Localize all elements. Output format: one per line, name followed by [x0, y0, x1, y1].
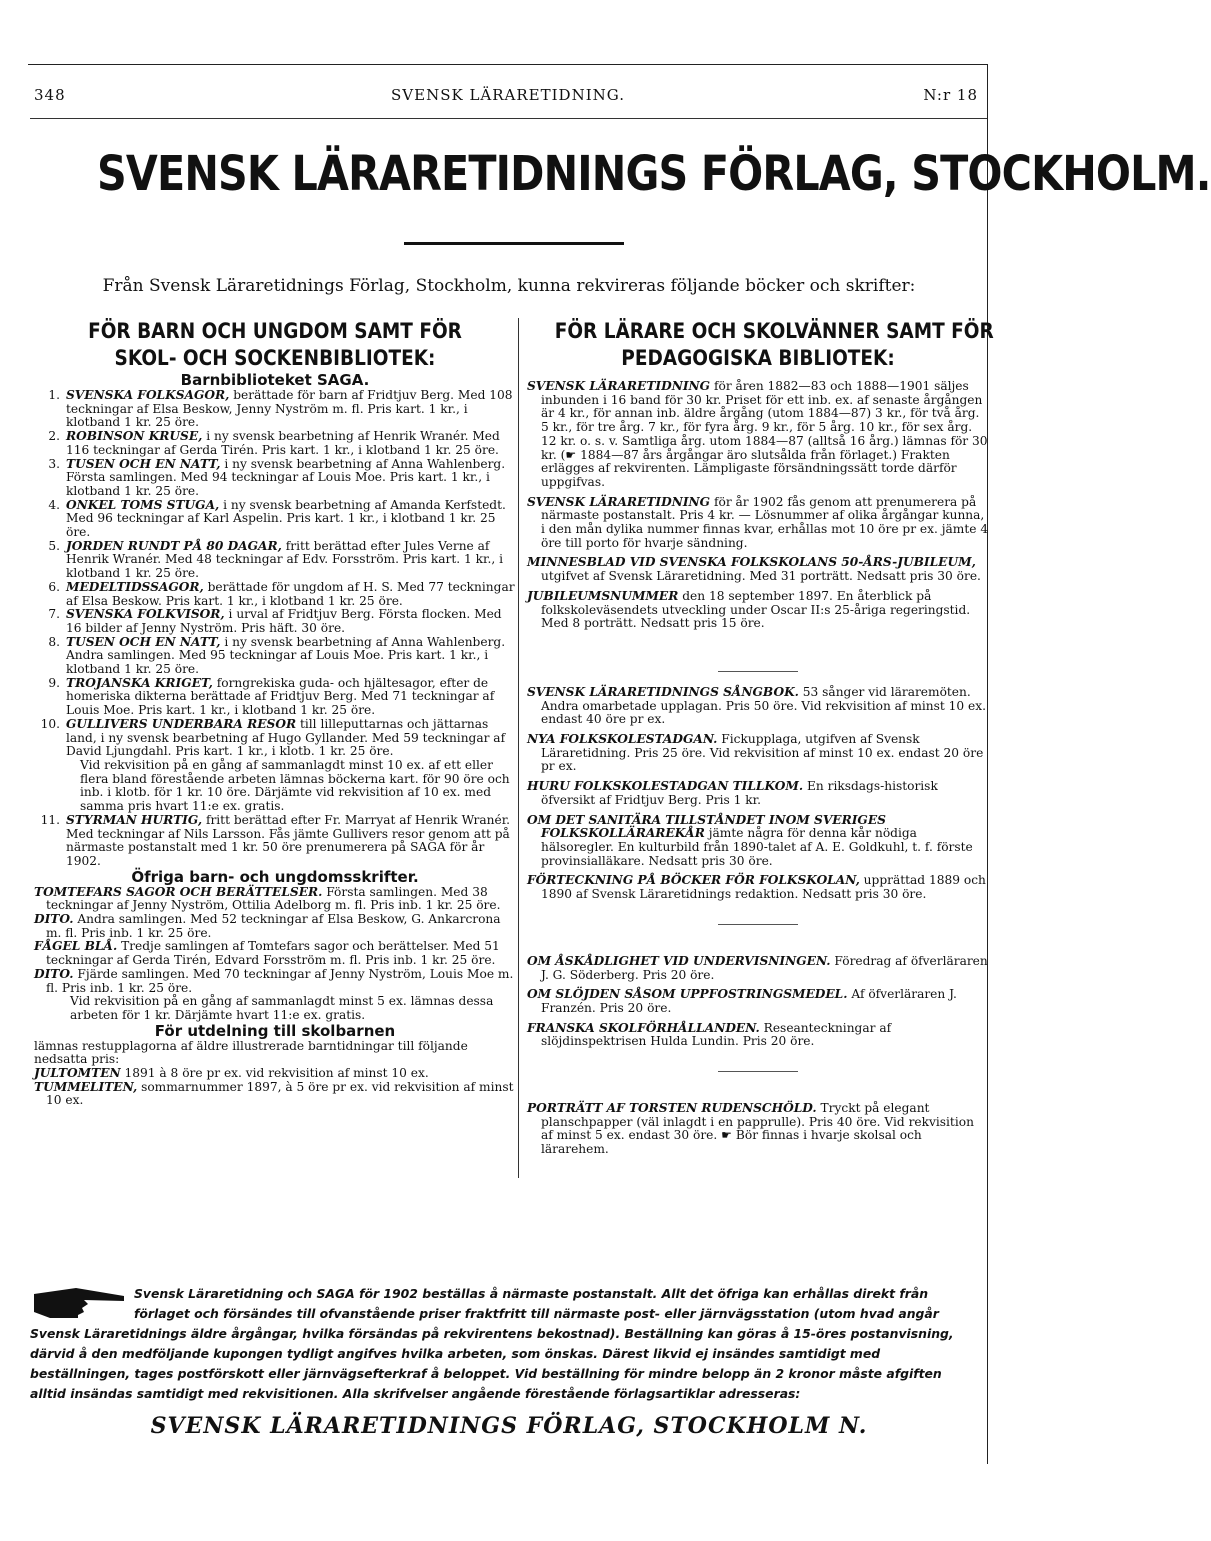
entry-text: i ny svensk bearbetning af Anna Wahlenberg. Andra samlingen. Med 95 teckningar af Louis Moe. Pris kart. 1 kr., i klotband 1 kr. 25 öre.	[66, 634, 506, 677]
left-heading-2: SKOL- OCH SOCKENBIBLIOTEK:	[114, 346, 436, 370]
distribution-text: lämnas restupplagorna af äldre illustrerade barntidningar till följande nedsatta pris:	[34, 1038, 468, 1067]
separator	[718, 1071, 798, 1072]
separator	[718, 671, 798, 672]
list-item	[34, 913, 516, 940]
entry-text: berättade för barn af Fridtjuv Berg. Med 108 teckningar af Elsa Beskow, Jenny Nyström m. fl. Pris kart. 1 kr., i klotband 1 kr. 25 öre.	[66, 388, 513, 430]
right-entries-b	[527, 686, 989, 902]
journal-name: SVENSK LÄRARETIDNING.	[391, 86, 625, 104]
distribution-list	[34, 1067, 516, 1108]
ordering-notice: Svensk Läraretidning och SAGA för 1902 beställas å närmaste postanstalt. Allt det öfriga kan erhållas direkt från förlaget och försändes till ofvanstående priser fraktfritt till närmaste post- eller järnvägsstation (utom hvad angår Svensk Läraretidnings äldre årgångar, hvilka försändas på rekvirentens bekostnad). Beställning kan göras å 15-öres postanvisning, därvid å den medföljande kupongen tydligt angifves hvilka arbeten, som önskas. Därest likvid ej insändes samtidigt med beställningen, tages postförskott eller järnvägsefterkraf å beloppet. Vid beställning för mindre belopp än 2 kronor måste afgiften alltid insändas samtidigt med rekvisitionen. Alla skrifvelser angående förestående förlagsartiklar adresseras:	[30, 1286, 954, 1401]
right-entries-a	[527, 380, 989, 631]
page-number: 348	[34, 86, 66, 104]
entry-text: 53 sånger vid läraremöten. Andra omarbetade upplagan. Pris 50 öre. Vid rekvisition af minst 10 ex. endast 40 öre pr ex.	[541, 684, 987, 727]
intro-text: Från Svensk Läraretidnings Förlag, Stockholm, kunna rekvireras följande böcker och skrifter:	[102, 276, 916, 296]
entry-title: SVENSKA FOLKVISOR,	[66, 607, 225, 622]
item-number: 5.	[48, 538, 60, 553]
list-item	[34, 540, 516, 581]
right-column	[527, 318, 994, 1163]
list-item	[34, 389, 516, 430]
distribution-subheading: För utdelning till skolbarnen	[154, 1021, 396, 1040]
left-heading-1: FÖR BARN OCH UNGDOM SAMT FÖR	[88, 319, 462, 343]
entry-title: SVENSK LÄRARETIDNINGS SÅNGBOK.	[527, 684, 799, 699]
entry-title: FÅGEL BLÅ.	[34, 939, 118, 954]
entry-title: PORTRÄTT AF TORSTEN RUDENSCHÖLD.	[527, 1101, 817, 1116]
entry-text: Föredrag af öfverläraren J. G. Söderberg. Pris 20 öre.	[541, 953, 988, 982]
entry-title: OM SLÖJDEN SÅSOM UPPFOSTRINGSMEDEL.	[527, 987, 848, 1002]
list-item	[34, 581, 516, 608]
list-item	[34, 886, 516, 913]
column-divider	[518, 318, 519, 1178]
list-item	[527, 496, 989, 551]
item-number: 2.	[48, 429, 60, 444]
list-item	[34, 430, 516, 457]
entry-text: En riksdags-historisk öfversikt af Fridtjuv Berg. Pris 1 kr.	[541, 779, 938, 807]
right-entries-c	[527, 955, 989, 1049]
list-item	[34, 940, 516, 967]
list-item	[527, 590, 989, 631]
list-item	[527, 780, 989, 807]
list-item	[527, 1022, 989, 1049]
list-item	[527, 380, 989, 490]
entry-title: ROBINSON KRUSE,	[66, 429, 203, 444]
entry-title: OM ÅSKÅDLIGHET VID UNDERVISNINGEN.	[527, 953, 831, 968]
item-number: 6.	[48, 579, 60, 594]
list-item	[527, 733, 989, 774]
entry-text: Af öfverläraren J. Franzén. Pris 20 öre.	[541, 987, 957, 1015]
entry-title: SVENSKA FOLKSAGOR,	[66, 388, 230, 402]
separator	[718, 924, 798, 925]
footer-address: SVENSK LÄRARETIDNINGS FÖRLAG, STOCKHOLM N.	[150, 1413, 868, 1439]
entry-text: den 18 september 1897. En återblick på folkskoleväsendets utveckling under Oscar II:s 25-åriga regeringstid. Med 8 porträtt. Nedsatt pris 15 öre.	[541, 588, 971, 631]
item-number: 10.	[40, 716, 60, 731]
entry-text: utgifvet af Svensk Läraretidning. Med 31 porträtt. Nedsatt pris 30 öre.	[541, 569, 981, 584]
entry-text: Reseanteckningar af slöjdinspektrisen Hulda Lundin. Pris 20 öre.	[541, 1020, 892, 1049]
note-others: Vid rekvisition på en gång af sammanlagdt minst 5 ex. lämnas dessa arbeten för 1 kr. Därjämte hvart 11:e ex. gratis.	[70, 994, 494, 1022]
entry-title: JUBILEUMSNUMMER	[527, 588, 679, 603]
page-title: SVENSK LÄRARETIDNINGS FÖRLAG, STOCKHOLM.	[97, 146, 1211, 202]
entry-title: GULLIVERS UNDERBARA RESOR	[66, 716, 297, 731]
entry-title: DITO.	[34, 966, 74, 981]
list-item	[527, 1102, 989, 1157]
entry-title: SVENSK LÄRARETIDNING	[527, 494, 711, 509]
entry-title: OM DET SANITÄRA TILLSTÅNDET INOM SVERIGES FOLKSKOLLÄRAREKÅR	[527, 812, 886, 841]
entry-text: sommarnummer 1897, à 5 öre pr ex. vid rekvisition af minst 10 ex.	[46, 1079, 514, 1108]
list-item	[34, 636, 516, 677]
entry-title: HURU FOLKSKOLESTADGAN TILLKOM.	[527, 779, 804, 794]
list-item	[527, 988, 989, 1015]
list-item	[34, 718, 516, 759]
entry-text: upprättad 1889 och 1890 af Svensk Läraretidnings redaktion. Nedsatt pris 30 öre.	[541, 873, 986, 902]
list-item	[34, 458, 516, 499]
entry-text: 1891 à 8 öre pr ex. vid rekvisition af minst 10 ex.	[120, 1066, 429, 1081]
entry-text: för åren 1882—83 och 1888—1901 säljes inbunden i 16 band för 30 kr. Priset för ett inb. ex. af senaste årgången är 4 kr., för annan inb. äldre årgång (utom 1884—87) 3 kr., för två årg. 5 kr., för tre årg. 7 kr., för fyra årg. 9 kr., för 5 årg. 10 kr., för sex årg. 12 kr. o. s. v. Samtliga årg. utom 1884—87 (alltså 16 årg.) lämnas för 30 kr. (☛ 1884—87 års årgångar äro slutsålda från förlaget.) Frakten erlägges af rekvirenten. Lämpligaste försändningssätt torde därför uppgifvas.	[541, 379, 988, 489]
list-item	[34, 499, 516, 540]
entry-text: Tryckt på elegant planschpapper (väl inlagdt i en papprulle). Pris 40 öre. Vid rekvisition af minst 5 ex. endast 30 öre. ☛ Bör finnas i hvarje skolsal och lärarehem.	[541, 1101, 974, 1157]
item-number: 3.	[48, 456, 60, 471]
item-number: 1.	[48, 388, 60, 402]
saga-list	[34, 389, 516, 759]
entry-text: i ny svensk bearbetning af Amanda Kerfstedt. Med 96 teckningar af Karl Aspelin. Pris kart. 1 kr., i klotband 1 kr. 25 öre.	[66, 497, 506, 540]
list-item	[527, 686, 989, 727]
left-column	[34, 318, 516, 1108]
entry-text: i urval af Fridtjuv Berg. Första flocken. Med 16 bilder af Jenny Nyström. Pris häft. 30 öre.	[66, 607, 502, 635]
entry-text: för år 1902 fås genom att prenumerera på närmaste postanstalt. Pris 4 kr. — Lösnummer af olika årgångar kunna, i den mån dylika nummer finnas kvar, erhållas mot 10 öre pr ex. jämte 4 öre till porto för hvarje sändning.	[541, 494, 989, 550]
title-rule	[404, 242, 624, 245]
entry-text: Fickupplaga, utgifven af Svensk Läraretidning. Pris 25 öre. Vid rekvisition af minst 10 ex. endast 20 öre pr ex.	[541, 732, 984, 774]
top-border	[28, 64, 988, 65]
entry-title: TROJANSKA KRIGET,	[66, 675, 213, 690]
entry-title: MINNESBLAD VID SVENSKA FOLKSKOLANS 50-ÅRS-JUBILEUM,	[527, 555, 976, 570]
list-item	[527, 814, 989, 869]
pointing-hand-icon	[32, 1284, 128, 1322]
entry-text: Tredje samlingen af Tomtefars sagor och berättelser. Med 51 teckningar af Gerda Tirén, Edvard Forsström m. fl. Pris inb. 1 kr. 25 öre.	[46, 939, 500, 968]
entry-text: Första samlingen. Med 38 teckningar af Jenny Nyström, Ottilia Adelborg m. fl. Pris inb. 1 kr. 25 öre.	[46, 884, 501, 913]
others-subheading: Öfriga barn- och ungdomsskrifter.	[131, 867, 419, 886]
entry-text: i ny svensk bearbetning af Anna Wahlenberg. Första samlingen. Med 94 teckningar af Louis Moe. Pris kart. 1 kr., i klotband 1 kr. 25 öre.	[66, 456, 506, 498]
entry-title: TUSEN OCH EN NATT,	[66, 634, 221, 649]
entry-title: FRANSKA SKOLFÖRHÅLLANDEN.	[527, 1020, 760, 1035]
issue-number: N:r 18	[923, 86, 978, 104]
item-number: 4.	[48, 497, 60, 512]
list-item	[34, 1067, 516, 1081]
entry-title: FÖRTECKNING PÅ BÖCKER FÖR FOLKSKOLAN,	[527, 873, 860, 888]
list-item	[34, 1081, 516, 1108]
entry-text: jämte några för denna kår nödiga hälsoregler. En kulturbild från 1890-talet af A. E. Goldkuhl, t. f. förste provinsialläkare. Nedsatt pris 30 öre.	[541, 826, 973, 868]
header-rule	[30, 118, 987, 119]
others-list	[34, 886, 516, 996]
entry-title: DITO.	[34, 912, 74, 927]
item-number: 8.	[48, 634, 60, 649]
right-heading-1: FÖR LÄRARE OCH SKOLVÄNNER SAMT FÖR	[554, 319, 994, 343]
saga-subheading: Barnbiblioteket SAGA.	[180, 371, 370, 389]
entry-title: JULTOMTEN	[34, 1066, 121, 1081]
entry-title: JORDEN RUNDT PÅ 80 DAGAR,	[66, 538, 282, 553]
list-item: 11. STYRMAN HURTIG, fritt berättad efter Fr. Marryat af Henrik Wranér. Med teckningar af Nils Larsson. Fås jämte Gullivers resor genom att på närmaste postanstalt med 1 kr. 50 öre prenumerera på SAGA för år 1902.	[40, 812, 511, 868]
right-entries-d	[527, 1102, 989, 1157]
entry-text: Andra samlingen. Med 52 teckningar af Elsa Beskow, G. Ankarcrona m. fl. Pris inb. 1 kr. 25 öre.	[46, 912, 501, 940]
list-item	[34, 608, 516, 635]
entry-title: NYA FOLKSKOLESTADGAN.	[527, 732, 718, 747]
entry-text: forngrekiska guda- och hjältesagor, efter de homeriska dikterna berättade af Fridtjuv Berg. Med 71 teckningar af Louis Moe. Pris kart. 1 kr., i klotband 1 kr. 25 öre.	[66, 675, 495, 718]
note-items-1-10: Vid rekvisition på en gång af sammanlagdt minst 10 ex. af ett eller flera bland förestående arbeten lämnas böckerna kart. för 90 öre och inb. i klotb. för 1 kr. 10 öre. Därjämte vid rekvisition af 10 ex. med samma pris hvart 11:e ex. gratis.	[80, 757, 510, 814]
entry-text: fritt berättad efter Jules Verne af Henrik Wranér. Med 48 teckningar af Edv. Forsström. Pris kart. 1 kr., i klotband 1 kr. 25 öre.	[66, 538, 504, 581]
list-item	[527, 874, 989, 901]
list-item	[34, 968, 516, 995]
entry-title: ONKEL TOMS STUGA,	[66, 497, 220, 512]
entry-title: SVENSK LÄRARETIDNING	[527, 379, 711, 393]
entry-text: berättade för ungdom af H. S. Med 77 teckningar af Elsa Beskow. Pris kart. 1 kr., i klotband 1 kr. 25 öre.	[66, 579, 515, 608]
list-item	[34, 677, 516, 718]
entry-text: Fjärde samlingen. Med 70 teckningar af Jenny Nyström, Louis Moe m. fl. Pris inb. 1 kr. 25 öre.	[46, 966, 514, 995]
item-number: 9.	[48, 675, 60, 690]
entry-title: TOMTEFARS SAGOR OCH BERÄTTELSER.	[34, 884, 323, 899]
list-item	[527, 556, 989, 583]
entry-text: i ny svensk bearbetning af Henrik Wranér. Med 116 teckningar af Gerda Tirén. Pris kart. 1 kr., i klotband 1 kr. 25 öre.	[66, 429, 500, 457]
list-item	[527, 955, 989, 982]
entry-title: TUSEN OCH EN NATT,	[66, 456, 221, 471]
entry-title: MEDELTIDSSAGOR,	[66, 579, 204, 594]
right-heading-2: PEDAGOGISKA BIBLIOTEK:	[621, 346, 895, 370]
entry-text: till lilleputtarnas och jättarnas land, i ny svensk bearbetning af Hugo Gyllander. Med 59 teckningar af David Ljungdahl. Pris kart. 1 kr., i klotb. 1 kr. 25 öre.	[66, 716, 506, 759]
entry-title: TUMMELITEN,	[34, 1079, 138, 1094]
item-number: 7.	[48, 607, 60, 622]
